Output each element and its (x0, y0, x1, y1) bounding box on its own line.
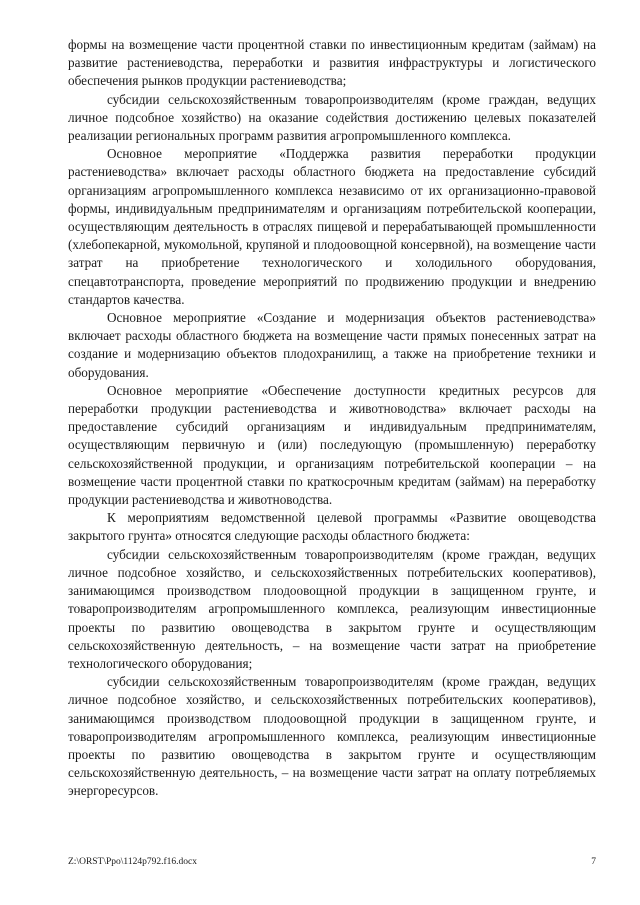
document-body (68, 36, 596, 801)
paragraph-greenhouse-program: К мероприятиям ведомственной целевой программы «Развитие овощеводства закрытого грунта» относятся следующие расходы областного бюджета: (68, 510, 596, 544)
paragraph-equipment-subsidy: субсидии сельскохозяйственным товаропроизводителям (кроме граждан, ведущих личное подсобное хозяйство, и сельскохозяйственных потребительских кооперативов), занимающимся производством плодоовощной продукции в защищенном грунте, и товаропроизводителям агропромышленного комплекса, реализующим инвестиционные проекты по развитию овощеводства в закрытом грунте и осуществляющим сельскохозяйственную деятельность, – на возмещение части затрат на приобретение технологического оборудования; (68, 546, 596, 671)
file-path: Z:\ORST\Ppo\1124p792.f16.docx (68, 857, 197, 867)
page-number: 7 (591, 857, 596, 867)
paragraph-processing-support: Основное мероприятие «Поддержка развития переработки продукции растениеводства» включает расходы областного бюджета на предоставление субсидий организациям агропромышленного комплекса независимо от их организационно-правовой формы, индивидуальным предпринимателям и организациям потребительской кооперации, осуществляющим деятельность в отраслях пищевой и перерабатывающей промышленности (хлебопекарной, мукомольной, крупяной и плодоовощной консервной), на возмещение части затрат на приобретение технологического и холодильного оборудования, спецавтотранспорта, проведение мероприятий по продвижению продукции и внедрению стандартов качества. (68, 146, 596, 307)
paragraph-credit-access: Основное мероприятие «Обеспечение доступности кредитных ресурсов для переработки продукции растениеводства и животноводства» включает расходы на предоставление субсидий организациям и индивидуальным предпринимателям, осуществляющим первичную и (или) последующую (промышленную) переработку сельскохозяйственной продукции, и организациям потребительской кооперации – на возмещение части процентной ставки по краткосрочным кредитам (займам) на переработку продукции растениеводства и животноводства. (68, 382, 596, 508)
paragraph-continuation: формы на возмещение части процентной ставки по инвестиционным кредитам (займам) на развитие растениеводства, переработки и развития инфраструктуры и логистического обеспечения рынков продукции растениеводства; (68, 37, 596, 89)
paragraph-energy-subsidy: субсидии сельскохозяйственным товаропроизводителям (кроме граждан, ведущих личное подсобное хозяйство, и сельскохозяйственных потребительских кооперативов), занимающимся производством плодоовощной продукции в защищенном грунте, и товаропроизводителям агропромышленного комплекса, реализующим инвестиционные проекты по развитию овощеводства в закрытом грунте и осуществляющим сельскохозяйственную деятельность, – на возмещение части затрат на оплату потребляемых энергоресурсов. (68, 674, 596, 799)
paragraph-subsidy-targets: субсидии сельскохозяйственным товаропроизводителям (кроме граждан, ведущих личное подсобное хозяйство) на оказание содействия достижению целевых показателей реализации региональных программ развития агропромышленного комплекса. (68, 91, 596, 144)
paragraph-facilities-modernization: Основное мероприятие «Создание и модернизация объектов растениеводства» включает расходы областного бюджета на возмещение части прямых понесенных затрат на создание и модернизацию объектов плодохранилищ, а также на приобретение техники и оборудования. (68, 310, 596, 380)
